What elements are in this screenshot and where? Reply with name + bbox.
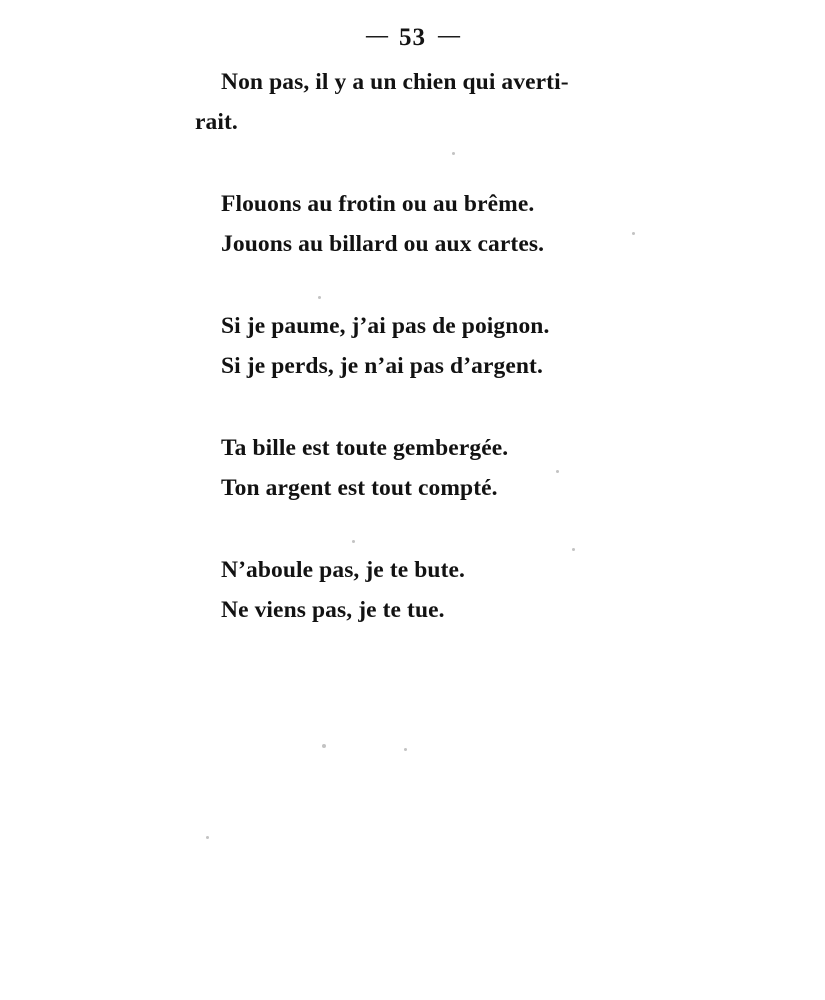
poem-line: Ne viens pas, je te tue. <box>221 597 445 623</box>
folio-rule-right: — <box>438 22 459 47</box>
poem-line: Ta bille est toute gembergée. <box>221 435 509 461</box>
poem-line: Flouons au frotin ou au brême. <box>221 191 535 217</box>
page-number: 53 <box>399 24 426 51</box>
scan-speck <box>556 470 559 473</box>
folio-rule-left: — <box>366 22 387 47</box>
stanza-5 <box>195 550 665 630</box>
poem-line: Ton argent est tout compté. <box>221 475 498 501</box>
stanza-4 <box>195 428 665 508</box>
stanza-2 <box>195 184 665 264</box>
scan-speck <box>632 232 635 235</box>
poem-line: rait. <box>195 109 238 135</box>
stanza-1 <box>195 62 665 142</box>
page-folio <box>0 22 825 52</box>
scan-speck <box>352 540 355 543</box>
poem-line: N’aboule pas, je te bute. <box>221 557 466 583</box>
poem-line: Si je perds, je n’ai pas d’argent. <box>221 353 543 379</box>
poem-line: Si je paume, j’ai pas de poignon. <box>221 313 550 339</box>
scan-speck <box>206 836 209 839</box>
poem-text-block <box>195 62 665 656</box>
stanza-3 <box>195 306 665 386</box>
scan-speck <box>572 548 575 551</box>
poem-line: Jouons au billard ou aux cartes. <box>221 231 545 257</box>
poem-line: Non pas, il y a un chien qui averti- <box>221 69 569 95</box>
scan-speck <box>452 152 455 155</box>
scan-speck <box>322 744 326 748</box>
scan-speck <box>404 748 407 751</box>
scan-speck <box>318 296 321 299</box>
